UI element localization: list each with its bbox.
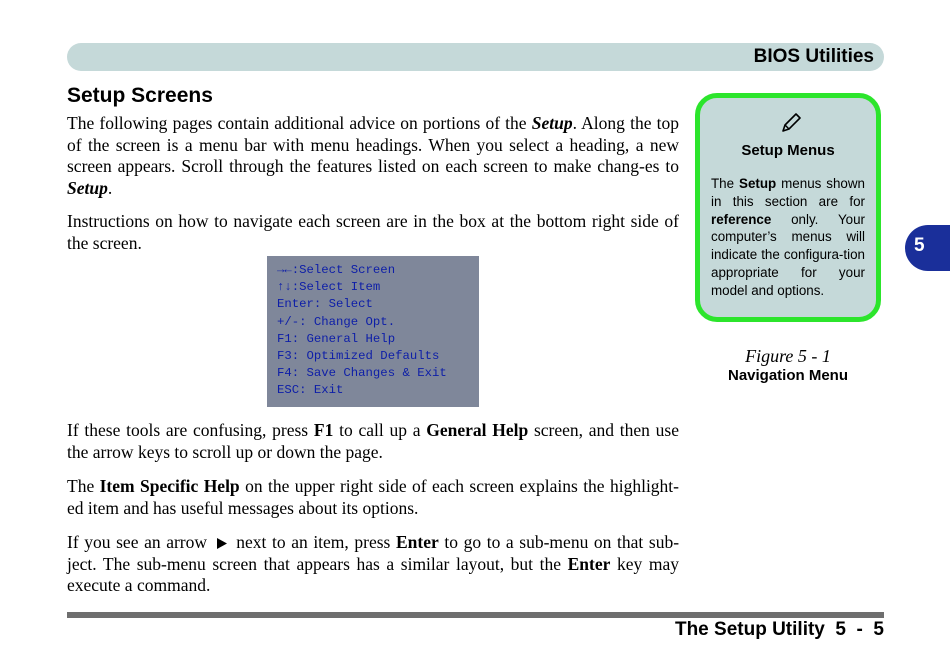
text-run: only. Your computer’s menus will indicate the configura-tion appropriate for your model and options. bbox=[711, 211, 865, 298]
text-run: If you see an arrow bbox=[67, 532, 208, 552]
text-run: Setup bbox=[739, 176, 777, 191]
paragraph-intro bbox=[67, 113, 679, 199]
text-run: on the upper right side of each screen explains the highlight-ed item and has useful messages about its options. bbox=[67, 476, 679, 518]
submenu-arrow-icon bbox=[216, 537, 228, 550]
nav-line: F3: Optimized Defaults bbox=[277, 349, 440, 364]
header-title: BIOS Utilities bbox=[753, 46, 874, 67]
text-run: Setup bbox=[67, 177, 108, 198]
navigation-menu-image bbox=[267, 256, 479, 407]
text-run: Item Specific Help bbox=[99, 476, 240, 496]
footer-rule bbox=[67, 612, 884, 618]
nav-line: F4: Save Changes & Exit bbox=[277, 366, 447, 381]
text-run: menus shown in this section are for bbox=[711, 176, 865, 209]
text-run: next to an item, press bbox=[236, 532, 396, 552]
text-run: reference bbox=[711, 211, 772, 227]
text-run: The bbox=[711, 176, 740, 191]
text-run: key may execute a command. bbox=[67, 553, 679, 595]
nav-line: F1: General Help bbox=[277, 331, 396, 346]
footer-page-label: The Setup Utility 5 - 5 bbox=[674, 619, 884, 640]
text-run: The following pages contain additional advice on portions of the bbox=[67, 113, 532, 133]
figure-caption: Figure 5 - 1 bbox=[745, 346, 831, 366]
note-title: Setup Menus bbox=[741, 142, 835, 159]
paragraph-instructions: Instructions on how to navigate each screen are in the box at the bottom right side of the screen. bbox=[67, 211, 679, 253]
nav-line: +/-: Change Opt. bbox=[277, 314, 396, 329]
text-run: Enter bbox=[567, 553, 611, 574]
text-run: screen, and then use the arrow keys to scroll up or down the page. bbox=[67, 420, 679, 462]
text-run: Enter bbox=[395, 532, 439, 552]
nav-line: →←:Select Screen bbox=[277, 263, 396, 277]
nav-line: ESC: Exit bbox=[277, 383, 344, 398]
paragraph-help bbox=[67, 420, 679, 463]
text-run: to go to a sub-menu on that sub-ject. The sub-menu screen that appears has a similar layout, but the bbox=[67, 532, 680, 574]
nav-line: Enter: Select bbox=[277, 297, 373, 312]
text-run: to call up a bbox=[333, 420, 427, 440]
chapter-tab: 5 bbox=[905, 225, 950, 271]
text-run: F1 bbox=[313, 420, 334, 440]
text-run: Setup bbox=[531, 113, 573, 133]
text-run: If these tools are confusing, press bbox=[67, 420, 314, 440]
text-run: General Help bbox=[426, 420, 529, 440]
note-box bbox=[695, 93, 881, 322]
text-run: . bbox=[107, 177, 113, 198]
pencil-icon bbox=[780, 112, 802, 134]
nav-line: ↑↓:Select Item bbox=[277, 280, 381, 295]
note-text bbox=[711, 175, 865, 300]
header-bar bbox=[67, 43, 884, 71]
figure-subtitle: Navigation Menu bbox=[727, 367, 848, 384]
text-run: . Along the top of the screen is a menu bar with menu headings. When you select a heading, a new screen appears. Scroll through the features listed on each screen to make chang-es to bbox=[67, 113, 679, 176]
page-title: Setup Screens bbox=[67, 84, 213, 107]
paragraph-item-help bbox=[67, 476, 679, 519]
paragraph-submenu bbox=[67, 532, 679, 597]
text-run: The bbox=[67, 476, 100, 496]
